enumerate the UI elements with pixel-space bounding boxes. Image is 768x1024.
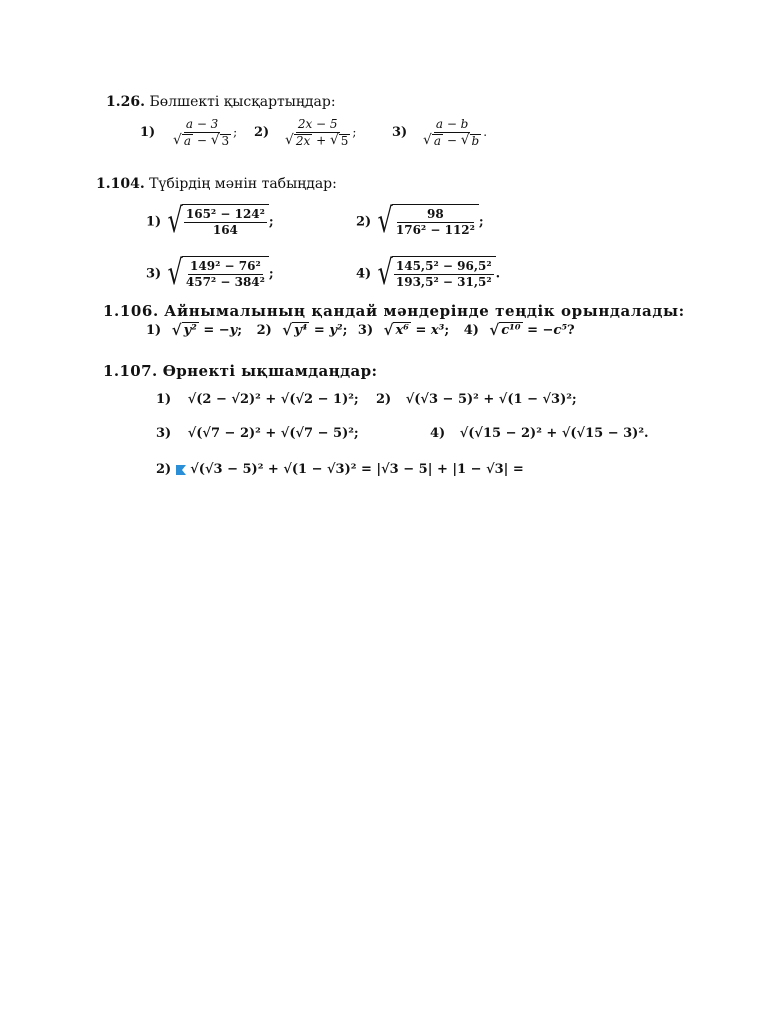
problem-1-104-item-2: 2) √ $\frac{98}{\text{176² − 112²}}$ ; [356,201,484,241]
solution-expression: √(√3 − 5)² + √(1 − √3)² = |√3 − 5| + |1 − √3| = [190,462,524,477]
item-4: 4) √ c¹⁰ = −c⁵? [463,321,575,340]
item-label: 2) [156,462,172,477]
problem-1-26-item-2: 2) 2x − 5 √ 2x + √ 5 ; [254,117,357,148]
expression: √(√7 − 2)² + √(√7 − 5)² [187,426,354,441]
problem-1-106-heading [103,302,685,320]
problem-1-107-item-3: 3) √(√7 − 2)² + √(√7 − 5)²; [156,426,359,441]
item-label: 2) [376,392,392,407]
problem-1-104-item-4: 4) √ $\frac{\text{145,5² − 96,5²}}{\text{193,5² − 31,5²}}$ . [356,253,501,293]
numerator: 149² − 76² [190,258,261,273]
item-label: 3) [392,125,408,141]
problem-title: Айнымалының қандай мәндерінде теңдік орындалады: [164,302,685,320]
item-label: 2) [254,125,270,141]
numerator: 145,5² − 96,5² [395,258,492,273]
item-3: 3) √ x⁶ = x³; [357,321,450,340]
fraction [171,118,233,147]
expression: √(√15 − 2)² + √(√15 − 3)² [459,426,645,441]
fraction [283,118,352,147]
item-2: 2) √ y⁴ = y²; [256,321,348,340]
denominator: 164 [212,222,238,237]
problem-1-107-solution [156,462,524,477]
problem-1-26-heading [106,94,336,110]
denominator: 176² − 112² [395,222,475,237]
item-label: 4) [430,426,446,441]
numerator: 2x − 5 [297,117,338,131]
problem-1-26-item-3: 3) a − b √ a − √ b . [392,117,488,148]
problem-number: 1.106. [103,302,159,320]
item-label: 1) [140,125,156,141]
denominator: √ a − √ b [423,131,480,148]
problem-1-107-heading [103,362,378,380]
numerator: a − 3 [185,117,219,131]
problem-1-26-item-1: 1) a − 3 √ a − √ 3 ; [140,117,238,148]
fraction [421,118,483,147]
problem-title: Бөлшекті қысқартыңдар: [149,94,336,110]
expression: √(√3 − 5)² + √(1 − √3)² [405,392,572,407]
numerator: 165² − 124² [185,206,265,221]
item-1: 1) √ y² = −y; [146,321,243,340]
problem-title: Түбірдің мәнін табыңдар: [149,176,337,192]
problem-1-107-item-1: 1) √(2 − √2)² + √(√2 − 1)²; [156,392,359,407]
problem-1-104-heading [96,176,337,192]
denominator: √ a − √ 3 [173,131,230,148]
problem-1-107-item-4: 4) √(√15 − 2)² + √(√15 − 3)². [430,426,649,441]
problem-title: Өрнекті ықшамдаңдар: [162,362,378,380]
problem-number: 1.104. [96,176,145,192]
problem-1-104-item-1: 1) √ $\frac{\text{165² − 124²}}{164}$ ; [146,201,274,241]
numerator: a − b [435,117,469,131]
problem-1-107-item-2: 2) √(√3 − 5)² + √(1 − √3)²; [376,392,577,407]
problem-number: 1.26. [106,94,145,110]
item-label: 3) [156,426,172,441]
problem-number: 1.107. [103,362,158,380]
expression: √(2 − √2)² + √(√2 − 1)² [187,392,354,407]
denominator: 457² − 384² [185,274,265,289]
denominator: √ 2x + √ 5 [285,131,349,148]
problem-1-104-item-3: 3) √ $\frac{\text{149² − 76²}}{\text{457² − 384²}}$ ; [146,253,274,293]
bookmark-marker-icon [176,465,186,475]
numerator: 98 [397,208,474,223]
item-label: 1) [156,392,172,407]
denominator: 193,5² − 31,5² [395,274,492,289]
problem-1-106-items [146,322,575,338]
